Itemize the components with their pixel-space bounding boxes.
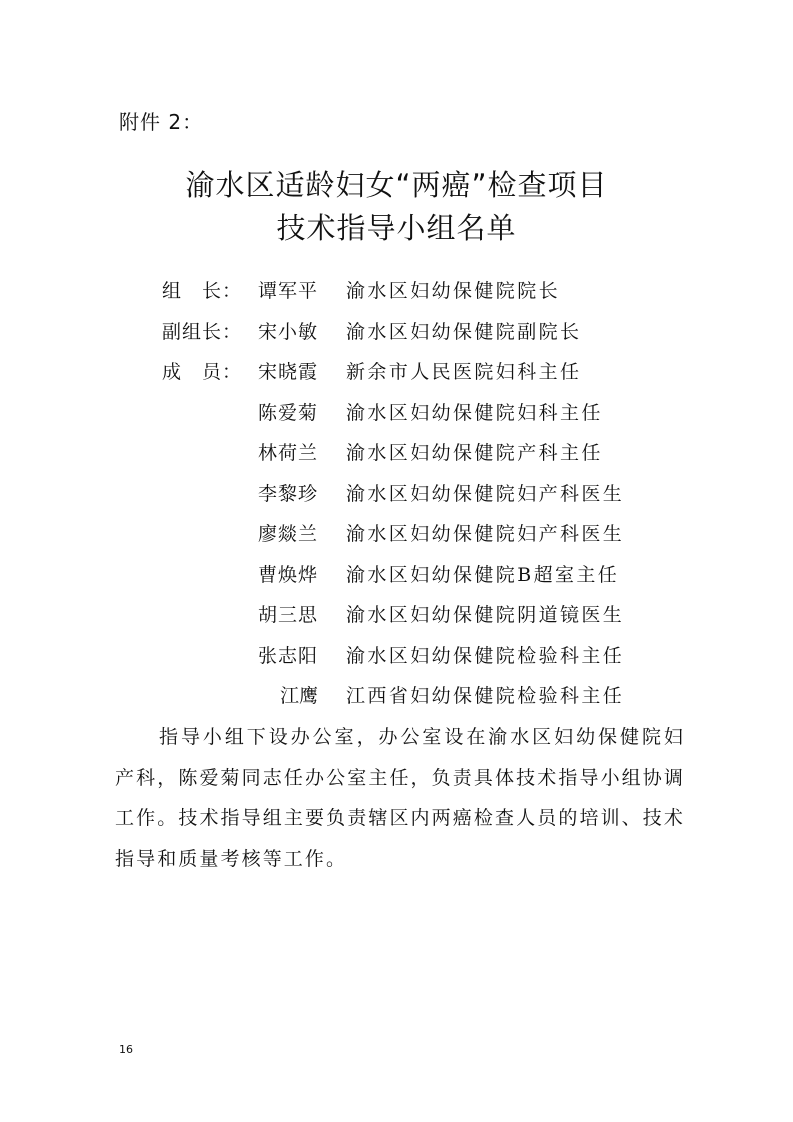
member-name: 陈爱菊 bbox=[257, 401, 318, 424]
member-name: 宋小敏 bbox=[257, 320, 318, 343]
member-position: 新余市人民医院妇科主任 bbox=[346, 361, 582, 383]
member-name: 林荷兰 bbox=[257, 442, 318, 464]
member-name: 胡三思 bbox=[257, 604, 318, 626]
member-role: 成 员： bbox=[162, 361, 243, 383]
member-position: 江西省妇幼保健院检验科主任 bbox=[346, 685, 625, 707]
member-position: 渝水区妇幼保健院B超室主任 bbox=[346, 563, 620, 586]
member-row bbox=[0, 555, 793, 596]
member-name: 张志阳 bbox=[257, 644, 318, 667]
member-name: 曹焕烨 bbox=[257, 563, 318, 586]
member-row bbox=[0, 271, 793, 312]
member-row bbox=[0, 393, 793, 434]
member-position: 渝水区妇幼保健院妇科主任 bbox=[346, 401, 603, 424]
document-title-line-1: 渝水区适龄妇女“两癌”检查项目 bbox=[185, 168, 608, 202]
member-name: 李黎珍 bbox=[257, 482, 318, 505]
member-roster bbox=[0, 271, 793, 717]
member-position: 渝水区妇幼保健院妇产科医生 bbox=[346, 482, 625, 505]
member-row bbox=[0, 676, 793, 717]
page-number: 16 bbox=[119, 1043, 133, 1056]
member-row bbox=[0, 514, 793, 555]
member-position: 渝水区妇幼保健院妇产科医生 bbox=[346, 523, 625, 545]
member-row bbox=[0, 636, 793, 677]
member-name: 江鹰 bbox=[279, 685, 318, 707]
member-row bbox=[0, 352, 793, 393]
member-role: 组 长： bbox=[162, 280, 243, 302]
member-name: 廖燚兰 bbox=[257, 523, 318, 545]
document-title-line-2: 技术指导小组名单 bbox=[276, 211, 517, 245]
member-name: 谭军平 bbox=[257, 280, 318, 302]
member-row bbox=[0, 433, 793, 474]
member-role: 副组长： bbox=[162, 320, 243, 343]
member-position: 渝水区妇幼保健院院长 bbox=[346, 280, 561, 302]
member-row bbox=[0, 474, 793, 515]
member-name: 宋晓霞 bbox=[257, 361, 318, 383]
member-row bbox=[0, 312, 793, 353]
member-position: 渝水区妇幼保健院阴道镜医生 bbox=[346, 604, 625, 626]
member-row bbox=[0, 595, 793, 636]
office-description-paragraph: 指导小组下设办公室，办公室设在渝水区妇幼保健院妇产科，陈爱菊同志任办公室主任，负责具体技术指导小组协调工作。技术指导组主要负责辖区内两癌检查人员的培训、技术指导和质量考核等工作。 bbox=[115, 726, 685, 870]
member-position: 渝水区妇幼保健院产科主任 bbox=[346, 442, 603, 464]
member-position: 渝水区妇幼保健院检验科主任 bbox=[346, 644, 625, 667]
member-position: 渝水区妇幼保健院副院长 bbox=[346, 320, 582, 343]
attachment-label: 附件 2： bbox=[119, 110, 204, 134]
